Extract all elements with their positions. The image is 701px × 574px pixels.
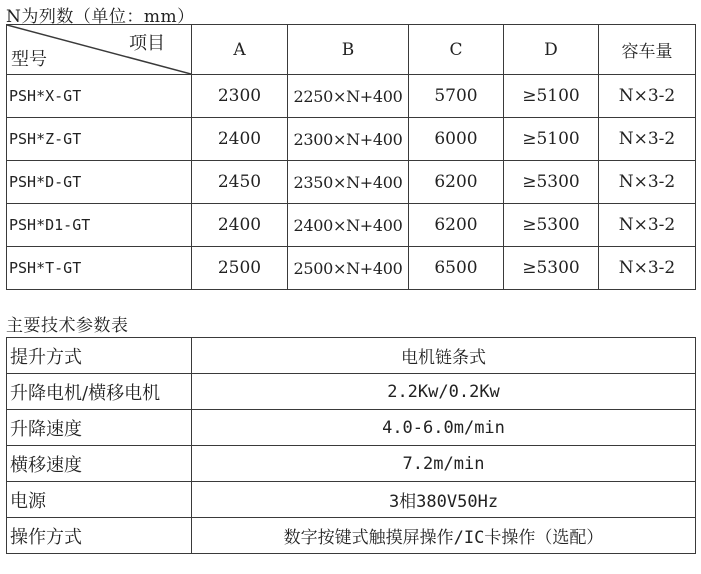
param-value: 电机链条式 (192, 338, 696, 374)
model-cell: PSH*D-GT (7, 161, 192, 204)
table-row (7, 204, 696, 247)
c-cell: 5700 (409, 75, 504, 118)
c-cell: 6000 (409, 118, 504, 161)
param-row (7, 482, 696, 518)
a-cell: 2500 (192, 247, 288, 290)
param-row (7, 518, 696, 554)
param-value: 7.2m/min (192, 446, 696, 482)
d-cell: ≥5300 (504, 161, 599, 204)
b-cell: 2300×N+400 (288, 118, 409, 161)
table-row (7, 118, 696, 161)
param-value: 3相380V50Hz (192, 482, 696, 518)
b-cell: 2250×N+400 (288, 75, 409, 118)
param-label: 提升方式 (7, 338, 192, 374)
corner-model-label: 型号 (11, 49, 47, 70)
capacity-cell: N×3-2 (599, 247, 696, 290)
table-row (7, 247, 696, 290)
param-row (7, 374, 696, 410)
c-cell: 6200 (409, 161, 504, 204)
a-cell: 2400 (192, 204, 288, 247)
params-caption: 主要技术参数表 (6, 316, 129, 336)
capacity-cell: N×3-2 (599, 75, 696, 118)
param-value: 2.2Kw/0.2Kw (192, 374, 696, 410)
columns-caption: N为列数（单位：mm） (6, 7, 195, 27)
param-label: 升降电机/横移电机 (7, 374, 192, 410)
capacity-cell: N×3-2 (599, 118, 696, 161)
model-spec-table (6, 24, 696, 290)
header-a: A (192, 25, 288, 75)
b-cell: 2500×N+400 (288, 247, 409, 290)
technical-params-table (6, 337, 696, 554)
header-capacity: 容车量 (599, 25, 696, 75)
param-label: 横移速度 (7, 446, 192, 482)
header-d: D (504, 25, 599, 75)
param-label: 电源 (7, 482, 192, 518)
model-cell: PSH*Z-GT (7, 118, 192, 161)
a-cell: 2400 (192, 118, 288, 161)
a-cell: 2300 (192, 75, 288, 118)
capacity-cell: N×3-2 (599, 161, 696, 204)
c-cell: 6500 (409, 247, 504, 290)
header-c: C (409, 25, 504, 75)
param-row (7, 446, 696, 482)
table-row (7, 161, 696, 204)
param-value: 数字按键式触摸屏操作/IC卡操作（选配） (192, 518, 696, 554)
b-cell: 2400×N+400 (288, 204, 409, 247)
d-cell: ≥5300 (504, 247, 599, 290)
model-cell: PSH*X-GT (7, 75, 192, 118)
d-cell: ≥5100 (504, 75, 599, 118)
table-row (7, 75, 696, 118)
corner-item-label: 项目 (129, 33, 165, 54)
param-label: 操作方式 (7, 518, 192, 554)
a-cell: 2450 (192, 161, 288, 204)
param-row (7, 410, 696, 446)
header-b: B (288, 25, 409, 75)
corner-header-cell (7, 25, 192, 75)
spec-header-row (7, 25, 696, 75)
param-value: 4.0-6.0m/min (192, 410, 696, 446)
model-cell: PSH*T-GT (7, 247, 192, 290)
capacity-cell: N×3-2 (599, 204, 696, 247)
model-cell: PSH*D1-GT (7, 204, 192, 247)
d-cell: ≥5300 (504, 204, 599, 247)
c-cell: 6200 (409, 204, 504, 247)
b-cell: 2350×N+400 (288, 161, 409, 204)
d-cell: ≥5100 (504, 118, 599, 161)
param-label: 升降速度 (7, 410, 192, 446)
param-row (7, 338, 696, 374)
